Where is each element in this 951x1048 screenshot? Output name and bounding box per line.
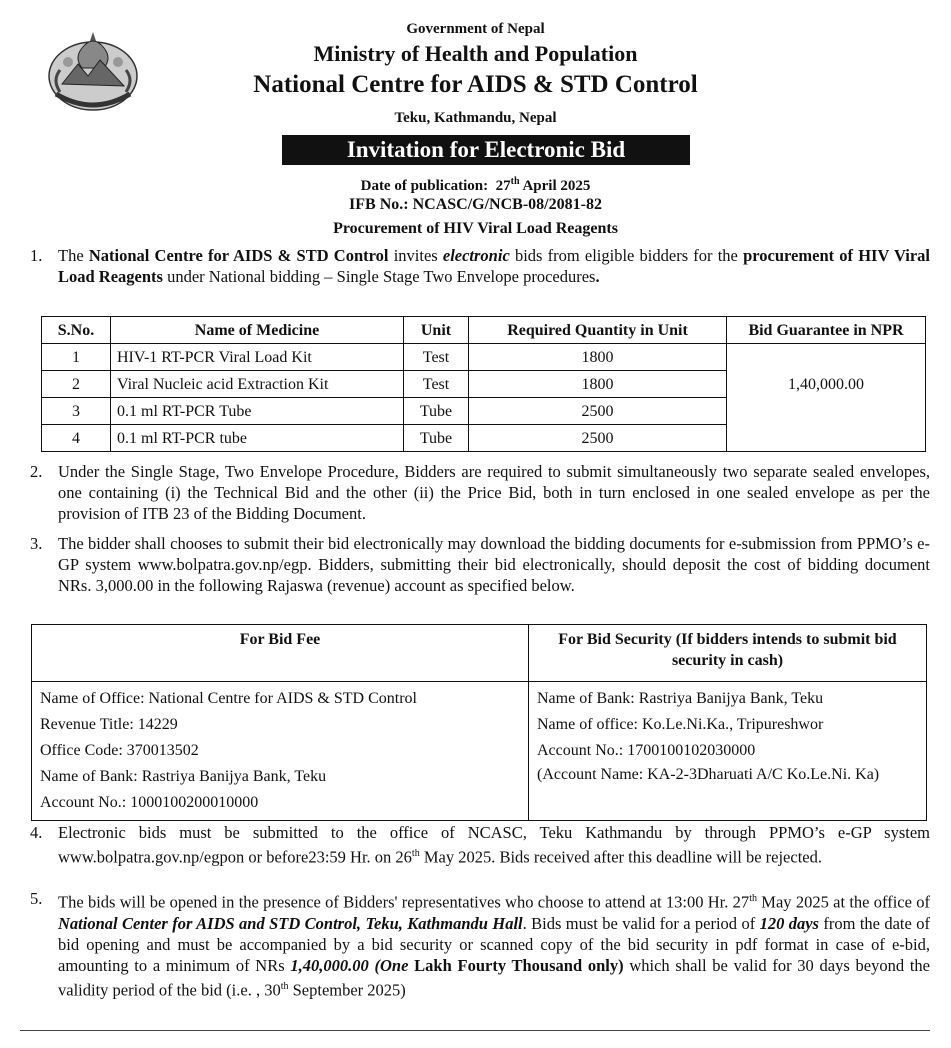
unit-cell: Tube [404,398,469,425]
paragraph-4: 4. Electronic bids must be submitted to the office of NCASC, Teku Kathmandu by through PPMO’s e-GP system www.bolpatra.gov.np/egpon or before23:59 Hr. on 26th May 2025. Bids received after this deadline will be rejected. [30,823,930,867]
quantity-cell: 1800 [469,371,727,398]
list-item: Name of Bank: Rastriya Banijya Bank, Teku [40,768,327,785]
paragraph-1: 1. The National Centre for AIDS & STD Control invites electronic bids from eligible bidders for the procurement of HIV Viral Load Reagents under National bidding – Single Stage Two Envelope procedures. [30,246,931,286]
paragraph-5: 5. The bids will be opened in the presence of Bidders' representatives who choose to attend at 13:00 Hr. 27th May 2025 at the office of National Center for AIDS and STD Control, Teku, Kathmandu Hall. Bids must be valid for a period of 120 days from the date of bid opening and must be accompanied by a bid security or scanned copy of the bid security in pdf format in case of e-bid, amounting to a minimum of NRs 1,40,000.00 (One Lakh Fourty Thousand only) which shall be valid for 30 days beyond the validity period of the bid (i.e. , 30th September 2025) [30,889,931,999]
sno-cell: 2 [42,371,111,398]
paragraph-2: 2. Under the Single Stage, Two Envelope Procedure, Bidders are required to submit simultaneously two separate sealed envelopes, one containing (i) the Technical Bid and the other (ii) the Price Bid, both in turn enclosed in one sealed envelope as per the provision of ITB 23 of the Bidding Document. [30,462,930,523]
table-row [42,344,926,371]
bid-security-header: For Bid Security (If bidders intends to submit bid security in cash) [529,625,927,682]
bid-guarantee-cell: 1,40,000.00 [727,344,926,452]
publication-date: Date of publication: 27th April 2025 [360,176,591,194]
quantity-cell: 2500 [469,398,727,425]
unit-cell: Tube [404,425,469,452]
quantity-cell: 1800 [469,344,727,371]
bid-fee-table [31,624,927,821]
unit-cell: Test [404,344,469,371]
paragraph-3: 3. The bidder shall chooses to submit their bid electronically may download the bidding documents for e-submission from PPMO’s e-GP system www.bolpatra.gov.np/egp. Bidders, submitting their bid electronically, should deposit the cost of bidding document NRs. 3,000.00 in the following Rajaswa (revenue) account as specified below. [30,534,930,595]
bid-security-details [529,682,927,821]
list-item: Name of Bank: Rastriya Banijya Bank, Teku [537,690,824,707]
document-border [20,1030,930,1031]
sno-cell: 1 [42,344,111,371]
list-item: Account No.: 1700100102030000 [537,742,756,759]
column-header: Bid Guarantee in NPR [727,317,926,344]
bid-fee-details [32,682,529,821]
address: Teku, Kathmandu, Nepal [394,110,557,126]
list-item: (Account Name: KA-2-3Dharuati A/C Ko.Le.Ni. Ka) [537,766,880,783]
list-item: Account No.: 1000100200010000 [40,794,259,811]
government-title: Government of Nepal [406,21,545,37]
list-item: Name of office: Ko.Le.Ni.Ka., Tripureshwor [537,716,824,733]
procurement-title: Procurement of HIV Viral Load Reagents [333,220,618,237]
table-header-row [42,317,926,344]
medicine-name-cell: 0.1 ml RT-PCR tube [111,425,404,452]
column-header: Required Quantity in Unit [469,317,727,344]
list-item: Revenue Title: 14229 [40,716,178,733]
list-item: Name of Office: National Centre for AIDS & STD Control [40,690,417,707]
column-header: Name of Medicine [111,317,404,344]
table-row [32,682,927,821]
quantity-cell: 2500 [469,425,727,452]
unit-cell: Test [404,371,469,398]
medicine-table [41,316,926,452]
sno-cell: 3 [42,398,111,425]
medicine-name-cell: Viral Nucleic acid Extraction Kit [111,371,404,398]
sno-cell: 4 [42,425,111,452]
medicine-name-cell: 0.1 ml RT-PCR Tube [111,398,404,425]
column-header: S.No. [42,317,111,344]
invitation-banner: Invitation for Electronic Bid [282,135,690,165]
ministry-title: Ministry of Health and Population [313,41,638,66]
ifb-number: IFB No.: NCASC/G/NCB-08/2081-82 [349,196,602,213]
list-item: Office Code: 370013502 [40,742,199,759]
column-header: Unit [404,317,469,344]
medicine-name-cell: HIV-1 RT-PCR Viral Load Kit [111,344,404,371]
centre-title: National Centre for AIDS & STD Control [253,71,698,98]
table-header-row [32,625,927,682]
bid-fee-header: For Bid Fee [32,625,529,682]
